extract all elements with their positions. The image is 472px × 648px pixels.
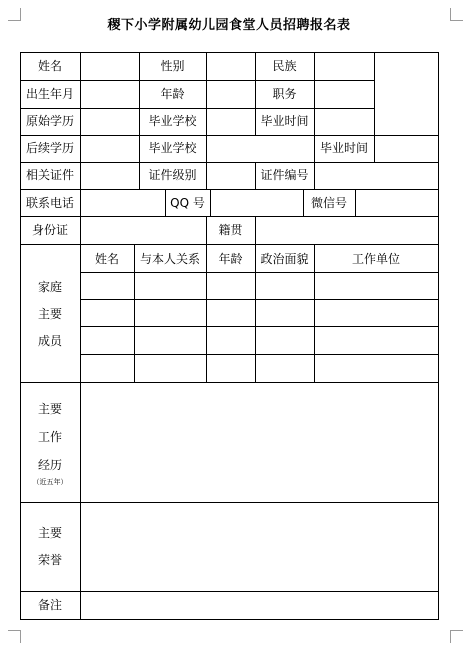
label-certificates: 相关证件 [25, 168, 74, 182]
label-native-place: 籍贯 [218, 223, 243, 237]
family-row-3-workplace[interactable] [315, 327, 438, 354]
label-qq: QQ 号 [170, 196, 205, 210]
label-id-card: 身份证 [31, 223, 68, 237]
label-gender: 性别 [160, 59, 185, 73]
label-position: 职务 [272, 87, 297, 101]
label-graduation-time: 毕业时间 [260, 114, 309, 128]
family-row-1-age[interactable] [207, 273, 255, 299]
native-place-field[interactable] [256, 217, 438, 244]
family-row-4-age[interactable] [207, 355, 255, 382]
phone-field[interactable] [81, 190, 165, 216]
family-col-workplace: 工作单位 [351, 252, 400, 266]
family-row-1-relation[interactable] [135, 273, 206, 299]
label-family-line1: 家庭 [37, 280, 62, 294]
family-row-3-political-status[interactable] [256, 327, 314, 354]
certificate-level-field[interactable] [207, 163, 255, 189]
form-title: 稷下小学附属幼儿园食堂人员招聘报名表 [107, 18, 351, 33]
family-row-1-workplace[interactable] [315, 273, 438, 299]
label-family-line3: 成员 [37, 334, 62, 348]
family-row-4-workplace[interactable] [315, 355, 438, 382]
name-field[interactable] [81, 53, 139, 80]
family-row-3-relation[interactable] [135, 327, 206, 354]
id-card-field[interactable] [81, 217, 206, 244]
family-row-1-name[interactable] [81, 273, 134, 299]
position-field[interactable] [315, 81, 374, 108]
certificates-field[interactable] [81, 163, 139, 189]
label-certificate-number: 证件编号 [260, 168, 309, 182]
label-graduated-school-2: 毕业学校 [148, 141, 197, 155]
qq-field[interactable] [211, 190, 303, 216]
age-field[interactable] [207, 81, 255, 108]
label-name: 姓名 [37, 59, 62, 73]
ethnicity-field[interactable] [315, 53, 374, 80]
honors-field[interactable] [81, 503, 438, 591]
graduation-time-field[interactable] [315, 109, 374, 135]
label-ethnicity: 民族 [272, 59, 297, 73]
graduated-school-2-field[interactable] [207, 136, 314, 162]
label-graduation-time-2: 毕业时间 [319, 141, 368, 155]
work-experience-field[interactable] [81, 383, 438, 502]
label-work-line1: 主要 [37, 402, 62, 416]
label-certificate-level: 证件级别 [148, 168, 197, 182]
label-further-education: 后续学历 [25, 141, 74, 155]
family-col-age: 年龄 [218, 252, 243, 266]
family-row-4-political-status[interactable] [256, 355, 314, 382]
family-col-name: 姓名 [94, 252, 119, 266]
wechat-field[interactable] [356, 190, 438, 216]
table-border-bottom [20, 619, 439, 620]
birth-date-field[interactable] [81, 81, 139, 108]
certificate-number-field[interactable] [315, 163, 438, 189]
label-original-education: 原始学历 [25, 114, 74, 128]
family-row-3-age[interactable] [207, 327, 255, 354]
table-border-right [438, 52, 439, 620]
graduated-school-field[interactable] [207, 109, 255, 135]
further-education-field[interactable] [81, 136, 139, 162]
family-row-2-name[interactable] [81, 300, 134, 326]
family-row-2-political-status[interactable] [256, 300, 314, 326]
family-col-relation: 与本人关系 [139, 252, 200, 266]
label-honors-line1: 主要 [37, 526, 62, 540]
remarks-field[interactable] [81, 592, 438, 619]
label-wechat: 微信号 [310, 196, 347, 210]
label-honors-line2: 荣誉 [37, 553, 62, 567]
family-row-2-workplace[interactable] [315, 300, 438, 326]
label-work-line3: 经历 [37, 458, 62, 472]
family-row-4-relation[interactable] [135, 355, 206, 382]
family-col-political-status: 政治面貌 [260, 252, 309, 266]
family-row-2-age[interactable] [207, 300, 255, 326]
gender-field[interactable] [207, 53, 255, 80]
label-work-note: （近五年） [32, 478, 68, 486]
label-work-line2: 工作 [37, 430, 62, 444]
label-age: 年龄 [160, 87, 185, 101]
label-phone: 联系电话 [25, 196, 74, 210]
original-education-field[interactable] [81, 109, 139, 135]
family-row-4-name[interactable] [81, 355, 134, 382]
graduation-time-2-field[interactable] [375, 136, 438, 162]
label-birth-date: 出生年月 [25, 87, 74, 101]
label-family-line2: 主要 [37, 307, 62, 321]
family-row-3-name[interactable] [81, 327, 134, 354]
label-graduated-school: 毕业学校 [148, 114, 197, 128]
photo-area[interactable] [375, 53, 438, 135]
family-row-1-political-status[interactable] [256, 273, 314, 299]
label-remarks: 备注 [37, 598, 62, 612]
family-row-2-relation[interactable] [135, 300, 206, 326]
